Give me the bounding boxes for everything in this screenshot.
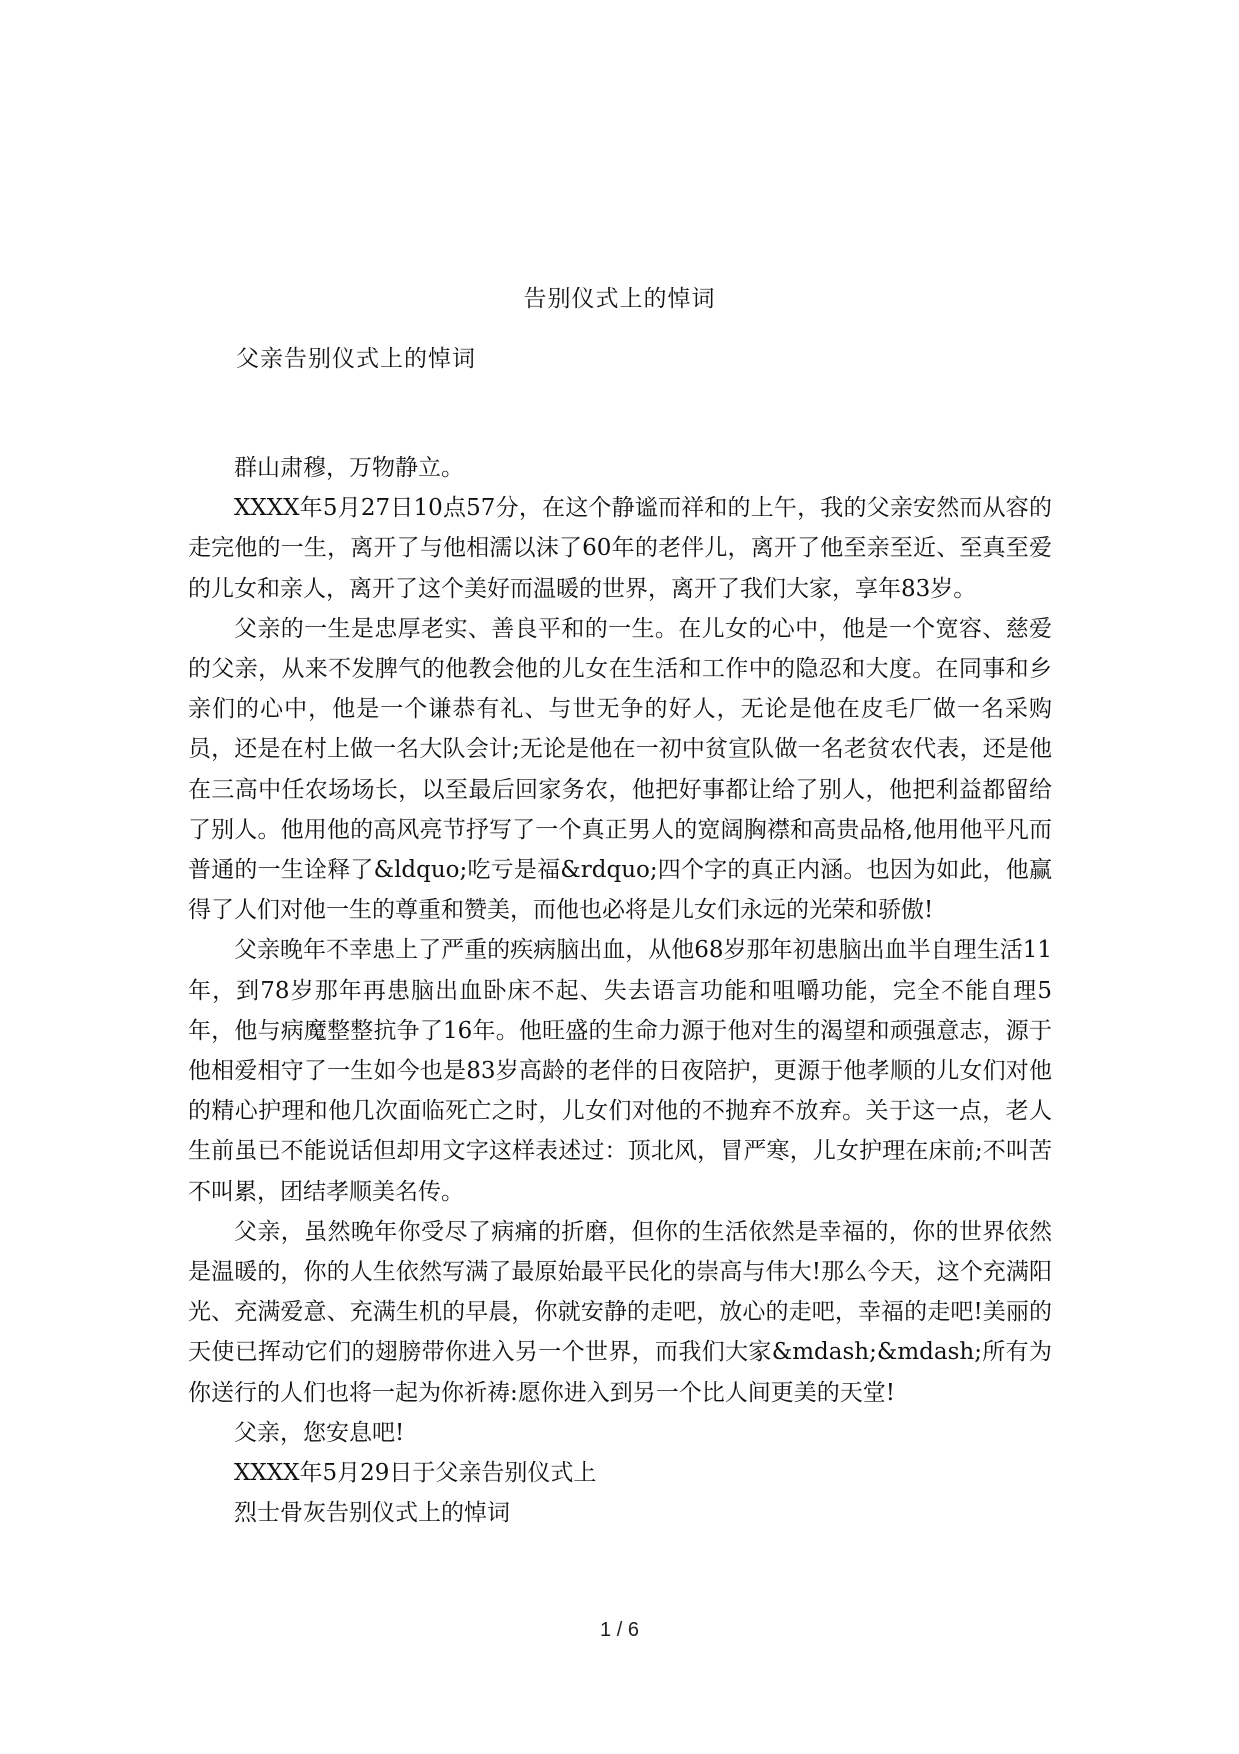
paragraph: 父亲晚年不幸患上了严重的疾病脑出血，从他68岁那年初患脑出血半自理生活11年，到78岁那年再患脑出血卧床不起、失去语言功能和咀嚼功能，完全不能自理5年，他与病魔整整抗争了16年。他旺盛的生命力源于他对生的渴望和顽强意志，源于他相爱相守了一生如今也是83岁高龄的老伴的日夜陪护，更源于他孝顺的儿女们对他的精心护理和他几次面临死亡之时，儿女们对他的不抛弃不放弃。关于这一点，老人生前虽已不能说话但却用文字这样表述过：顶北风，冒严寒，儿女护理在床前;不叫苦不叫累，团结孝顺美名传。	[188, 937, 1052, 1205]
next-section-heading: 烈士骨灰告别仪式上的悼词	[234, 1500, 510, 1527]
document-body	[188, 448, 1052, 1533]
date-signature-line: XXXX年5月29日于父亲告别仪式上	[234, 1460, 597, 1487]
page-number: 1 / 6	[600, 1619, 639, 1641]
page-title: 告别仪式上的悼词	[523, 286, 716, 312]
paragraph: 父亲的一生是忠厚老实、善良平和的一生。在儿女的心中，他是一个宽容、慈爱的父亲，从来不发脾气的他教会他的儿女在生活和工作中的隐忍和大度。在同事和乡亲们的心中，他是一个谦恭有礼、与世无争的好人，无论是他在皮毛厂做一名采购员，还是在村上做一名大队会计;无论是他在一初中贫宣队做一名老贫农代表，还是他在三高中任农场场长，以至最后回家务农，他把好事都让给了别人，他把利益都留给了别人。他用他的高风亮节抒写了一个真正男人的宽阔胸襟和高贵品格,他用他平凡而普通的一生诠释了&ldquo;吃亏是福&rdquo;四个字的真正内涵。也因为如此，他赢得了人们对他一生的尊重和赞美，而他也必将是儿女们永远的光荣和骄傲!	[188, 615, 1052, 924]
paragraph: 群山肃穆，万物静立。	[234, 455, 464, 481]
paragraph: 父亲，虽然晚年你受尽了病痛的折磨，但你的生活依然是幸福的，你的世界依然是温暖的，你的人生依然写满了最原始最平民化的崇高与伟大!那么今天，这个充满阳光、充满爱意、充满生机的早晨，你就安静的走吧，放心的走吧，幸福的走吧!美丽的天使已挥动它们的翅膀带你进入另一个世界，而我们大家&mdash;&mdash;所有为你送行的人们也将一起为你祈祷:愿你进入到另一个比人间更美的天堂!	[188, 1218, 1052, 1406]
paragraph: 父亲，您安息吧!	[234, 1419, 405, 1446]
document-subtitle: 父亲告别仪式上的悼词	[236, 346, 476, 372]
paragraph: XXXX年5月27日10点57分，在这个静谧而祥和的上午，我的父亲安然而从容的走完他的一生，离开了与他相濡以沫了60年的老伴儿，离开了他至亲至近、至真至爱的儿女和亲人，离开了这个美好而温暖的世界，离开了我们大家，享年83岁。	[188, 495, 1052, 602]
